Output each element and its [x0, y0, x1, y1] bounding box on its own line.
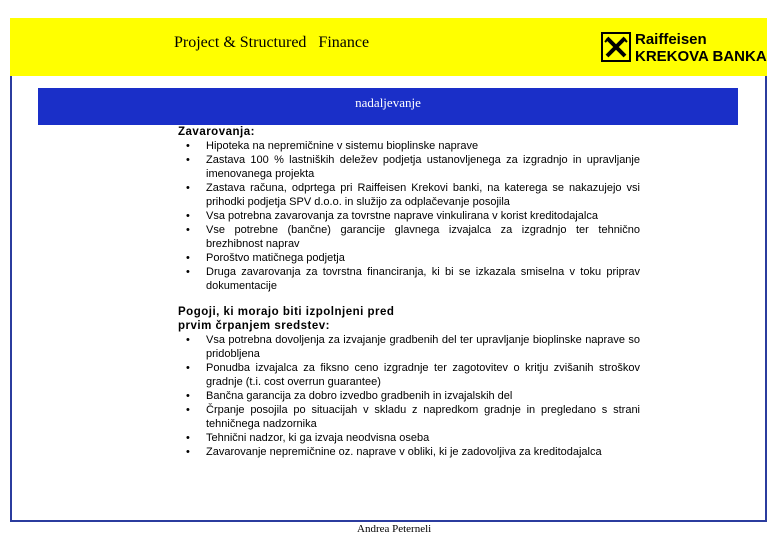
list-item: • Zastava računa, odprtega pri Raiffeisen Krekovi banki, na katerega se nakazujejo vsi prihodki podjetja SPV d.o.o. in služijo za odplačevanje posojila: [186, 182, 640, 208]
list-item: • Črpanje posojila po situacijah v skladu z napredkom gradnje in pregledano s strani tehničnega nadzornika: [186, 404, 640, 430]
zavarovanja-list: [178, 139, 640, 293]
section-title-zavarovanja: Zavarovanja:: [178, 126, 255, 138]
list-item: • Vsa potrebna zavarovanja za tovrstne naprave vinkulirana v korist kreditodajalca: [186, 210, 598, 222]
bullet-icon: •: [186, 390, 190, 402]
section-title-line-1: Pogoji, ki morajo biti izpolnjeni pred: [178, 306, 395, 318]
bullet-icon: •: [186, 182, 190, 194]
bank-logo: [601, 32, 771, 68]
bullet-icon: •: [186, 362, 190, 374]
section-banner: [38, 88, 738, 125]
bullet-icon: •: [186, 210, 190, 222]
logo-line-1: Raiffeisen: [635, 31, 707, 48]
bullet-icon: •: [186, 266, 190, 278]
bullet-icon: •: [186, 154, 190, 166]
pogoji-list: [178, 333, 640, 459]
section-title-pogoji: [178, 305, 640, 333]
bullet-icon: •: [186, 252, 190, 264]
list-item: • Zavarovanje nepremičnine oz. naprave v obliki, ki je zadovoljiva za kreditodajalca: [186, 446, 602, 458]
bullet-icon: •: [186, 432, 190, 444]
bullet-icon: •: [186, 446, 190, 458]
banner-text: nadaljevanje: [355, 95, 421, 110]
list-item: • Zastava 100 % lastniških deležev podjetja ustanovljenega za izgradnjo in upravljanje imenovanega projekta: [186, 154, 640, 180]
raiffeisen-cross-icon: [601, 32, 631, 62]
bullet-icon: •: [186, 224, 190, 236]
list-item: • Hipoteka na nepremičnine v sistemu bioplinske naprave: [186, 140, 479, 152]
page-title: Project & Structured Finance: [174, 34, 370, 51]
section-title-line-2: prvim črpanjem sredstev:: [178, 320, 330, 332]
list-item: • Vsa potrebna dovoljenja za izvajanje gradbenih del ter upravljanje bioplinske naprave so pridobljena: [186, 334, 640, 360]
bullet-icon: •: [186, 404, 190, 416]
header-bar: [10, 18, 767, 76]
list-item: • Tehnični nadzor, ki ga izvaja neodvisna oseba: [186, 432, 430, 444]
list-item: • Druga zavarovanja za tovrstna financiranja, ki bi se izkazala smiselna v toku priprav dokumentacije: [186, 266, 640, 292]
logo-text: [635, 31, 767, 65]
slide-content: [178, 125, 640, 459]
list-item: • Poroštvo matičnega podjetja: [186, 252, 345, 264]
list-item: • Bančna garancija za dobro izvedbo gradbenih in izvajalskih del: [186, 390, 513, 402]
list-item: • Vse potrebne (bančne) garancije glavnega izvajalca za izgradnjo ter tehnično brezhibnost naprav: [186, 224, 640, 250]
footer-author: Andrea Peterneli: [357, 523, 432, 535]
bullet-icon: •: [186, 140, 190, 152]
list-item: • Ponudba izvajalca za fiksno ceno izgradnje ter zagotovitev o kritju zvišanih stroškov gradnje (t.i. cost overrun guarantee): [186, 362, 640, 388]
bullet-icon: •: [186, 334, 190, 346]
logo-line-2: KREKOVA BANKA: [635, 48, 767, 65]
